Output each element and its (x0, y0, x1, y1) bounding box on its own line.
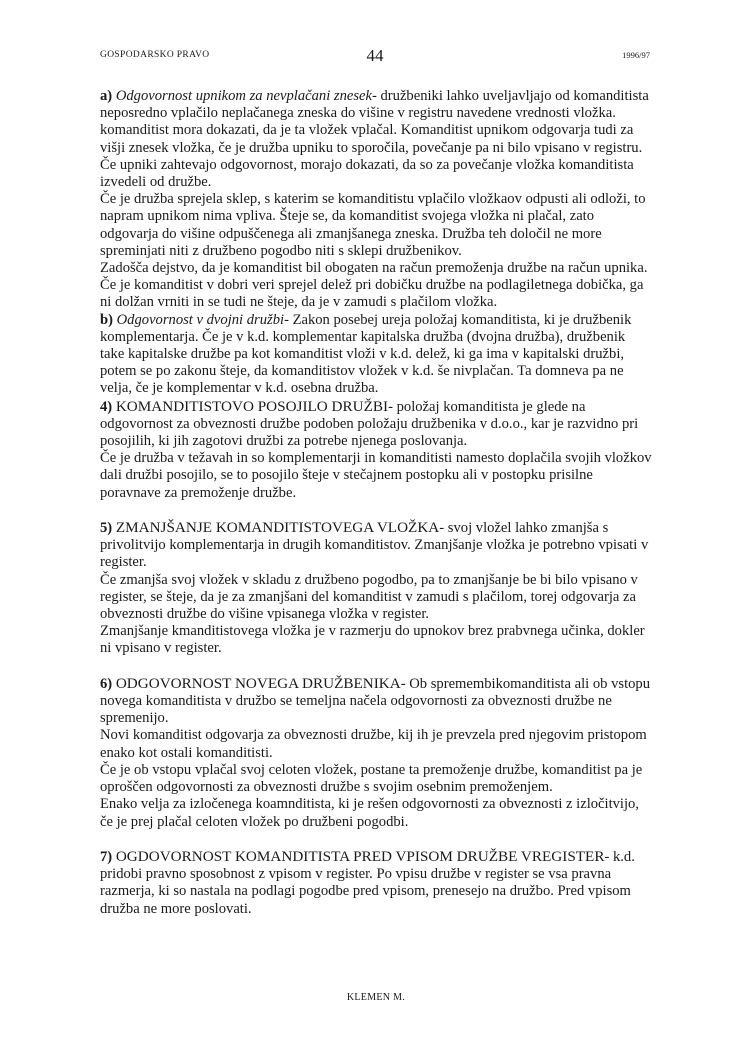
paragraph-b-intro (100, 312, 652, 398)
paragraph-7-intro (100, 848, 652, 918)
paragraph-a-3: Zadošča dejstvo, da je komanditist bil obogaten na račun premoženja družbe na račun upnika. Če je komanditist v dobri veri sprejel delež pri dobičku družbe na podlagiletnega dobička, ga ni dolžan vrniti in se tudi ne šteje, da je v zamudi s plačilom vložka. (100, 260, 648, 311)
section-title-4: KOMANDITISTOVO POSOJILO DRUŽBI (115, 397, 389, 415)
section-marker-4: 4) (100, 398, 113, 415)
paragraph-6-4: Enako velja za izločenega koamnditista, ki je rešen odgovornosti za obveznosti z izločitvijo, če je prej plačal celoten vložek po družbeni pogodbi. (100, 796, 639, 830)
section-text-6: - Ob spremembikomanditista ali ob vstopu novega komanditista v družbo se temeljna načela odgovornosti za obveznosti družbe ne spremenijo. (100, 675, 651, 727)
section-title-a: Odgovornost upnikom za nevplačani znesek (115, 88, 372, 104)
paragraph-6-3: Če je ob vstopu vplačal svoj celoten vložek, postane ta premoženje družbe, komanditist pa je oproščen odgovornosti za obveznosti družbe s svojim osebnim premoženjem. (100, 761, 643, 796)
paragraph-a-2: Če je družba sprejela sklep, s katerim se komanditistu vplačilo vložkaov odpusti ali odloži, to napram upnikom nima vpliva. Šteje se, da komanditist svojega vložka ni plačal, zato odgovarja do višine odpuščenega ali zmanjšanega zneska. Družba teh določil ne more spreminjati niti z družbeno pogodbo niti s sklepi družbenikov. (100, 191, 646, 259)
paragraph-spacer (100, 658, 652, 675)
paragraph-spacer (100, 831, 652, 848)
section-text-5: - svoj vložel lahko zmanjša s privolitvijo komplementarja in drugih komanditistov. Zmanjšanje vložka je potrebno vpisati v register. (100, 520, 649, 571)
paragraph-6-2: Novi komanditist odgovarja za obveznosti družbe, kij ih je prevzela pred njegovim pristopom enako kot ostali komanditisti. (100, 727, 647, 761)
running-head (100, 48, 650, 68)
page-footer: KLEMEN M. (346, 992, 406, 1003)
paragraph-4-2: Če je družba v težavah in so komplementarji in komanditisti namesto doplačila svojih vložkov dali družbi posojilo, se to posojilo šteje v stečajnem postopku ali v postopku prisilne poravnave za premoženje družbe. (100, 450, 652, 501)
document-body (100, 88, 652, 918)
section-marker-a: a) (100, 88, 113, 104)
paragraph-4-intro (100, 398, 652, 451)
section-marker-5: 5) (100, 520, 113, 537)
paragraph-spacer (100, 502, 652, 519)
section-text-4: - položaj komanditista je glede na odgovornost za obveznosti družbe podoben položaju družbenika v d.o.o., kar je razvidno pri posojilih, ki jih zagotovi družbi za potrebe njenega poslovanja. (100, 398, 639, 450)
section-title-6: ODGOVORNOST NOVEGA DRUŽBENIKA (115, 674, 401, 692)
section-title-7: OGDOVORNOST KOMANDITISTA PRED VPISOM DRUŽBE VREGISTER (115, 847, 605, 865)
running-head-right: 1996/97 (622, 50, 650, 60)
paragraph-5-2: Če zmanjša svoj vložek v skladu z družbeno pogodbo, pa to zmanjšanje be bi bilo vpisano v register, se šteje, da je za zmanjšani del komanditist v zamudi s plačilom, torej odgovarja za obveznosti družbe do višine vpisanega vložka v register. (100, 571, 638, 623)
paragraph-a-intro (100, 88, 652, 191)
section-marker-6: 6) (100, 675, 113, 692)
section-text-b: - Zakon posebej ureja položaj komanditista, ki je družbenik komplementarja. Če je v k.d. komplementar kapitalska družba (dvojna družba), družbenik take kapitalske družbe pa kot komanditist vloži v k.d. delež, ki ga ima v kapitalski družbi, potem se po zakonu šteje, da komanditistov vložek v k.d. še nivplačan. Ta domneva pa ne velja, če je komplementar v k.d. osebna družba. (100, 311, 632, 397)
running-head-left: GOSPODARSKO PRAVO (100, 50, 210, 60)
section-title-5: ZMANJŠANJE KOMANDITISTOVEGA VLOŽKA (115, 519, 440, 537)
paragraph-5-3: Zmanjšanje kmanditistovega vložka je v razmerju do upnokov brez prabvnega učinka, dokler ni vpisano v register. (100, 623, 645, 657)
paragraph-5-intro (100, 519, 652, 572)
page-number: 44 (366, 46, 384, 65)
section-title-b: Odgovornost v dvojni družbi (116, 311, 285, 328)
section-text-a: - družbeniki lahko uveljavljajo od komanditista neposredno vplačilo neplačanega zneska do višine v registru navedene vrednosti vložka. komanditist mora dokazati, da je ta vložek vplačal. Komanditist upnikom odgovarja tudi za višji znesek vložka, če je družba upniku to sporočila, povečanje pa ni bilo vpisano v registru. Če upniki zahtevajo odgovornost, morajo dokazati, da so za povečanje vložka komanditista izvedeli od družbe. (100, 88, 649, 191)
section-text-7: - k.d. pridobi pravno sposobnost z vpisom v register. Po vpisu družbe v register se vsa pravna razmerja, ki so nastala na podlagi pogodbe pred vpisom, prenesejo na družbo. Pred vpisom družba ne more poslovati. (100, 848, 635, 917)
paragraph-6-intro (100, 675, 652, 728)
section-marker-b: b) (100, 311, 113, 328)
section-marker-7: 7) (100, 848, 113, 865)
